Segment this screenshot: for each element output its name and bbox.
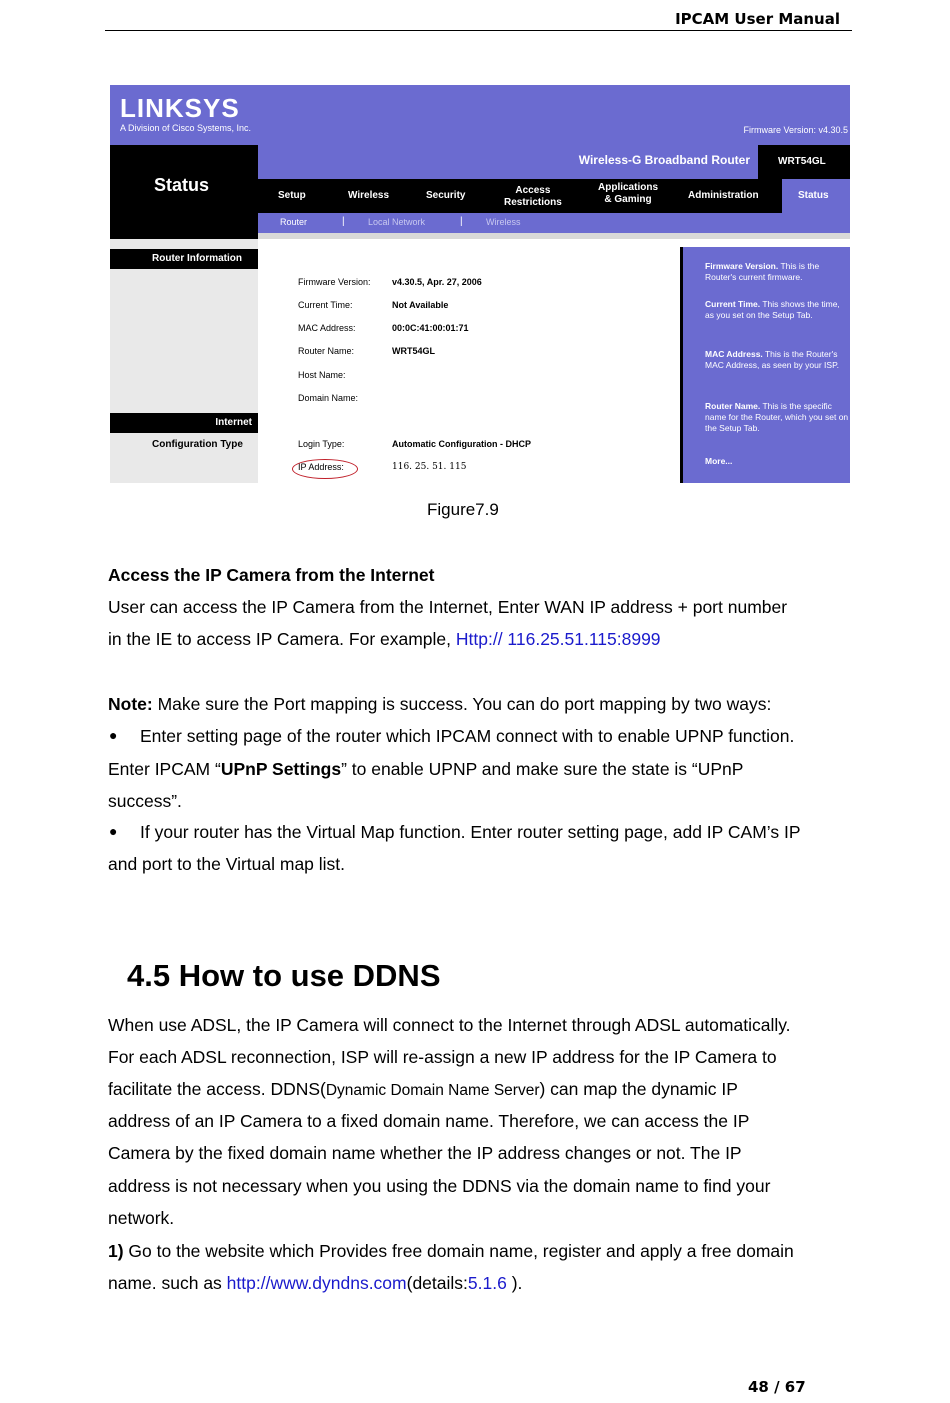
ip-address-label: IP Address: [298, 462, 344, 472]
subnav-wireless[interactable]: Wireless [486, 217, 521, 227]
linksys-logo: LINKSYS [120, 93, 240, 123]
tab-setup[interactable]: Setup [278, 190, 306, 201]
login-type-value: Automatic Configuration - DHCP [392, 439, 531, 449]
bullet1-text: Enter setting page of the router which IPCAM connect with to enable UPNP function. [140, 726, 795, 746]
internet-label: Internet [110, 413, 258, 433]
bullet-dot-1: ● [109, 727, 118, 743]
firmware-top-label: Firmware Version: v4.30.5 [743, 125, 848, 135]
figure-caption: Figure7.9 [427, 500, 499, 519]
tab-applications-gaming[interactable]: Applications & Gaming [598, 182, 659, 205]
bullet2-text: If your router has the Virtual Map function. Enter router setting page, add IP CAM’s IP [140, 822, 801, 842]
ddns-line3: facilitate the access. DDNS(Dynamic Domain Name Server) can map the dynamic IP [108, 1079, 738, 1099]
tab-security[interactable]: Security [426, 190, 466, 201]
router-name-value: WRT54GL [392, 346, 436, 356]
help-router-name: Router Name. This is the specific name for the Router, which you set on the Setup Tab. [705, 401, 849, 433]
ddns-line4: address of an IP Camera to a fixed domain name. Therefore, we can access the IP [108, 1111, 750, 1131]
router-status-figure [110, 85, 850, 483]
config-type-label: Configuration Type [152, 439, 243, 450]
login-type-label: Login Type: [298, 439, 345, 449]
mac-value: 00:0C:41:00:01:71 [392, 323, 469, 333]
page-header [105, 10, 852, 31]
help-panel [680, 247, 850, 483]
model-name: WRT54GL [778, 156, 826, 167]
current-time-value: Not Available [392, 300, 449, 310]
help-more-link[interactable]: More... [705, 456, 733, 466]
current-time-label: Current Time: [298, 300, 353, 310]
bullet1-line3: success”. [108, 791, 182, 811]
step1-line2: name. such as http://www.dyndns.com(details:5.1.6 ). [108, 1273, 523, 1293]
help-firmware: Firmware Version. This is the Router's current firmware. [705, 261, 820, 282]
status-panel [110, 145, 258, 239]
ddns-line1: When use ADSL, the IP Camera will connect to the Internet through ADSL automatically. [108, 1015, 791, 1035]
details-ref-link[interactable]: 5.1.6 [467, 1273, 507, 1293]
figure-top-bar [110, 85, 850, 145]
ddns-line7: network. [108, 1208, 175, 1228]
firmware-value: v4.30.5, Apr. 27, 2006 [392, 277, 482, 287]
grey-divider [258, 233, 850, 239]
section1-heading: Access the IP Camera from the Internet [108, 565, 435, 585]
model-box [758, 145, 850, 179]
router-info-label: Router Information [110, 249, 258, 269]
ddns-line6: address is not necessary when you using the DDNS via the domain name to find your [108, 1176, 771, 1196]
firmware-label: Firmware Version: [298, 277, 371, 287]
section2-heading: 4.5 How to use DDNS [127, 958, 441, 993]
ddns-line5: Camera by the fixed domain name whether the IP address changes or not. The IP [108, 1143, 742, 1163]
ip-address-value: 116. 25. 51. 115 [392, 462, 467, 472]
tab-wireless[interactable]: Wireless [348, 190, 390, 201]
router-subnav: Router | Local Network | Wireless [258, 213, 850, 233]
section1-line2: in the IE to access IP Camera. For example, Http:// 116.25.51.115:8999 [108, 629, 661, 649]
help-mac: MAC Address. This is the Router's MAC Address, as seen by your ISP. [705, 349, 840, 370]
bullet2-line2: and port to the Virtual map list. [108, 854, 346, 874]
ip-highlight-oval [292, 459, 358, 479]
bullet-dot-2: ● [109, 823, 118, 839]
tab-status[interactable]: Status [798, 190, 829, 201]
dyndns-link[interactable]: http://www.dyndns.com [226, 1273, 407, 1293]
tab-access-restrictions[interactable]: Access Restrictions [504, 185, 562, 208]
subnav-router[interactable]: Router [280, 217, 308, 227]
note-label: Note: [108, 694, 153, 714]
step1-line1: 1) Go to the website which Provides free domain name, register and apply a free domain [108, 1241, 794, 1261]
example-url-link[interactable]: Http:// 116.25.51.115:8999 [455, 629, 661, 649]
tab-administration[interactable]: Administration [688, 190, 759, 201]
domain-name-label: Domain Name: [298, 393, 359, 403]
note-line: Note: Make sure the Port mapping is success. You can do port mapping by two ways: [108, 694, 772, 714]
bullet1-line2: Enter IPCAM “UPnP Settings” to enable UPNP and make sure the state is “UPnP [108, 759, 744, 779]
product-banner [258, 145, 850, 179]
host-name-label: Host Name: [298, 370, 346, 380]
ddns-line2: For each ADSL reconnection, ISP will re-assign a new IP address for the IP Camera to [108, 1047, 777, 1067]
status-title: Status [154, 175, 210, 195]
router-name-label: Router Name: [298, 346, 355, 356]
header-title: IPCAM User Manual [675, 10, 840, 28]
subnav-local-network[interactable]: Local Network [368, 217, 426, 227]
router-tab-bar [258, 179, 850, 213]
logo-subtitle: A Division of Cisco Systems, Inc. [120, 123, 252, 133]
help-current-time: Current Time. This shows the time, as you set on the Setup Tab. [705, 299, 840, 320]
product-name: Wireless-G Broadband Router [578, 153, 750, 167]
section1-line1: User can access the IP Camera from the Internet, Enter WAN IP address + port number [108, 597, 788, 617]
page-number: 48 / 67 [748, 1378, 806, 1396]
mac-label: MAC Address: [298, 323, 356, 333]
